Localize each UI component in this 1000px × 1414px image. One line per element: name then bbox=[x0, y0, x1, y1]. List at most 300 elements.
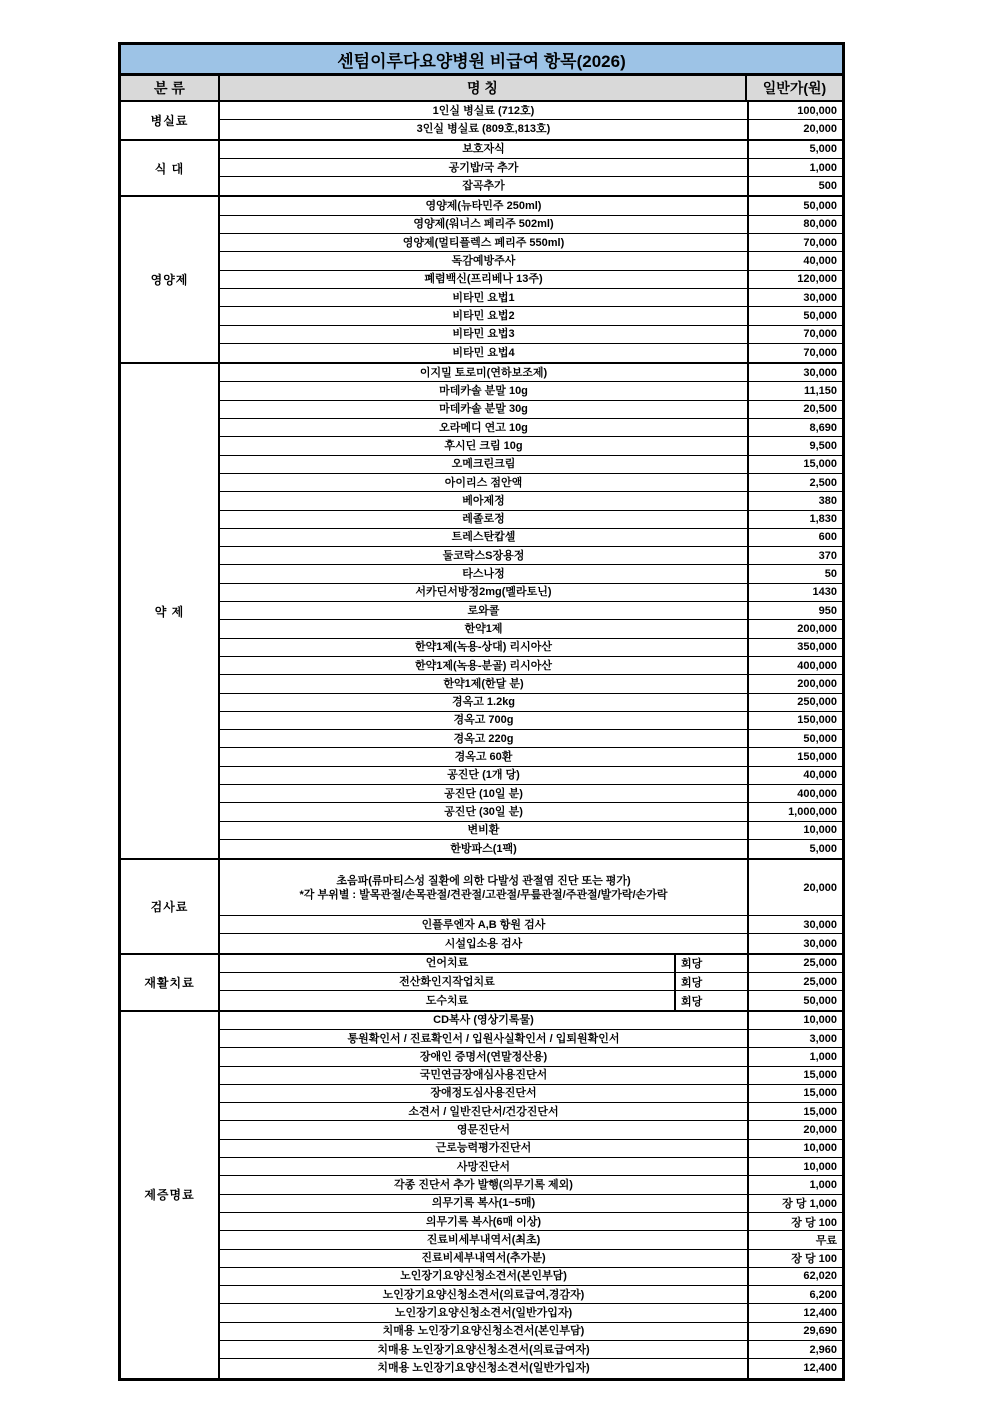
table-row bbox=[220, 785, 842, 803]
item-price: 50,000 bbox=[747, 991, 842, 1009]
item-name bbox=[220, 712, 747, 729]
item-price: 120,000 bbox=[747, 271, 842, 288]
item-name-line: 시설입소용 검사 bbox=[444, 937, 523, 950]
table-row bbox=[220, 1213, 842, 1231]
table-row bbox=[220, 511, 842, 529]
item-name-line: 영양제(뉴타민주 250ml) bbox=[425, 200, 542, 213]
item-price: 100,000 bbox=[747, 102, 842, 119]
item-name-line: 타스나정 bbox=[462, 568, 505, 581]
item-name-line: 영양제(멀티플렉스 페리주 550ml) bbox=[402, 236, 565, 249]
table-row bbox=[220, 529, 842, 547]
item-price: 62,020 bbox=[747, 1268, 842, 1285]
table-row bbox=[220, 1286, 842, 1304]
table-row bbox=[220, 934, 842, 952]
item-name bbox=[220, 547, 747, 564]
item-name bbox=[220, 955, 674, 972]
item-name bbox=[220, 1213, 747, 1230]
table-row bbox=[220, 1195, 842, 1213]
item-price: 40,000 bbox=[747, 767, 842, 784]
table-row bbox=[220, 748, 842, 766]
table-row bbox=[220, 344, 842, 362]
item-price: 1,830 bbox=[747, 511, 842, 528]
item-price: 380 bbox=[747, 492, 842, 509]
table-section-0 bbox=[121, 102, 842, 141]
column-header-price: 일반가(원) bbox=[762, 80, 827, 96]
table-row bbox=[220, 1048, 842, 1066]
table-row bbox=[220, 401, 842, 419]
table-row bbox=[220, 252, 842, 270]
item-name bbox=[220, 437, 747, 454]
item-name bbox=[220, 1140, 747, 1157]
item-name bbox=[220, 511, 747, 528]
item-name-line: 경옥고 220g bbox=[453, 732, 514, 745]
item-name-line: 독감예방주사 bbox=[451, 255, 516, 268]
item-name bbox=[220, 1048, 747, 1065]
item-price: 30,000 bbox=[747, 916, 842, 933]
item-name-line: CD복사 (영상기록물) bbox=[433, 1014, 534, 1027]
item-name bbox=[220, 565, 747, 582]
table-row bbox=[220, 234, 842, 252]
table-row bbox=[220, 822, 842, 840]
item-price: 장 당 100 bbox=[747, 1213, 842, 1230]
table-row bbox=[220, 657, 842, 675]
item-price: 6,200 bbox=[747, 1286, 842, 1303]
table-row bbox=[220, 675, 842, 693]
item-price: 15,000 bbox=[747, 456, 842, 473]
item-price: 50,000 bbox=[747, 730, 842, 747]
table-row bbox=[220, 712, 842, 730]
item-name-line: 비타민 요법4 bbox=[452, 347, 515, 359]
item-name-line: 공기밥/국 추가 bbox=[448, 161, 519, 174]
table-row bbox=[220, 120, 842, 138]
item-name bbox=[220, 1286, 747, 1303]
item-name-line: 장애정도심사용진단서 bbox=[430, 1087, 537, 1100]
table-row bbox=[220, 803, 842, 821]
item-name bbox=[220, 934, 747, 952]
item-name-line: 둘코락스S장용정 bbox=[442, 549, 525, 562]
item-name-line: 치매용 노인장기요양신청소견서(본인부담) bbox=[382, 1325, 585, 1338]
item-price: 30,000 bbox=[747, 289, 842, 306]
item-name bbox=[220, 474, 747, 491]
item-name bbox=[220, 803, 747, 820]
item-name bbox=[220, 1103, 747, 1120]
table-row bbox=[220, 1012, 842, 1030]
table-row bbox=[220, 1359, 842, 1377]
item-price: 40,000 bbox=[747, 252, 842, 269]
item-price: 25,000 bbox=[747, 955, 842, 972]
item-name-line: 경옥고 700g bbox=[453, 714, 514, 727]
column-header-category: 분 류 bbox=[121, 76, 220, 100]
table-row bbox=[220, 1304, 842, 1322]
item-name bbox=[220, 840, 747, 858]
item-name-line: 오메크린크림 bbox=[451, 458, 516, 471]
table-row bbox=[220, 1176, 842, 1194]
table-row bbox=[220, 694, 842, 712]
section-items bbox=[220, 860, 842, 953]
item-name-line: 비타민 요법1 bbox=[452, 291, 515, 304]
section-items bbox=[220, 1012, 842, 1378]
item-price: 20,000 bbox=[747, 120, 842, 138]
table-row bbox=[220, 1140, 842, 1158]
item-name bbox=[220, 675, 747, 692]
item-name-line: 오라메디 연고 10g bbox=[439, 421, 528, 434]
item-name bbox=[220, 584, 747, 601]
item-name-line: 인플루엔자 A,B 항원 검사 bbox=[421, 918, 546, 931]
table-row bbox=[220, 991, 842, 1009]
item-name-line: 3인실 병실료 (809호,813호) bbox=[416, 123, 551, 136]
item-name-line: 소견서 / 일반진단서/건강진단서 bbox=[408, 1105, 559, 1118]
item-name-line: 경옥고 1.2kg bbox=[451, 696, 516, 709]
item-name bbox=[220, 1158, 747, 1175]
item-price: 200,000 bbox=[747, 675, 842, 692]
table-row bbox=[220, 216, 842, 234]
table-row bbox=[220, 1341, 842, 1359]
item-name-line: 언어치료 bbox=[425, 957, 469, 970]
table-row bbox=[220, 602, 842, 620]
item-name bbox=[220, 419, 747, 436]
item-name-line: 국민연금장애심사용진단서 bbox=[419, 1069, 548, 1082]
table-row bbox=[220, 916, 842, 934]
section-items bbox=[220, 364, 842, 858]
item-name-line: 의무기록 복사(6매 이상) bbox=[425, 1215, 542, 1228]
item-name bbox=[220, 307, 747, 324]
table-section-6 bbox=[121, 1012, 842, 1378]
item-name-line: 장애인 증명서(연말정산용) bbox=[419, 1050, 548, 1063]
item-price: 1,000 bbox=[747, 1176, 842, 1193]
item-price: 200,000 bbox=[747, 620, 842, 637]
item-price: 400,000 bbox=[747, 657, 842, 674]
item-name-line: 이지밀 토로미(연하보조제) bbox=[419, 366, 548, 379]
item-name bbox=[220, 1085, 747, 1102]
item-name bbox=[220, 730, 747, 747]
item-name bbox=[220, 1250, 747, 1267]
table-row bbox=[220, 620, 842, 638]
item-name bbox=[220, 620, 747, 637]
item-name-line: 영문진단서 bbox=[456, 1124, 511, 1137]
category-cell: 재활치료 bbox=[121, 955, 220, 1010]
item-price: 29,690 bbox=[747, 1323, 842, 1340]
column-header-name: 명 칭 bbox=[220, 76, 747, 100]
item-price: 20,500 bbox=[747, 401, 842, 418]
item-name-line: 도수치료 bbox=[425, 994, 469, 1007]
item-name-line: 한방파스(1팩) bbox=[450, 843, 517, 856]
item-name-line: 사망진단서 bbox=[456, 1160, 511, 1173]
item-name bbox=[220, 364, 747, 381]
item-price: 12,400 bbox=[747, 1359, 842, 1377]
table-row bbox=[220, 1030, 842, 1048]
table-row bbox=[220, 307, 842, 325]
item-price: 9,500 bbox=[747, 437, 842, 454]
item-price: 1,000 bbox=[747, 1048, 842, 1065]
item-name-line: 아이리스 점안액 bbox=[444, 476, 523, 489]
item-name bbox=[220, 326, 747, 343]
item-name-line: 트레스탄캅셀 bbox=[451, 531, 516, 544]
item-price: 80,000 bbox=[747, 216, 842, 233]
item-price: 11,150 bbox=[747, 382, 842, 399]
item-name-line: 마데카솔 분말 30g bbox=[439, 403, 528, 416]
item-price: 10,000 bbox=[747, 822, 842, 839]
item-name bbox=[220, 1176, 747, 1193]
item-name-line: 한약1제 bbox=[464, 622, 503, 635]
item-price: 10,000 bbox=[747, 1012, 842, 1029]
item-name bbox=[220, 767, 747, 784]
table-row bbox=[220, 1121, 842, 1139]
table-row bbox=[220, 492, 842, 510]
table-row bbox=[220, 767, 842, 785]
item-price: 50 bbox=[747, 565, 842, 582]
table-row bbox=[220, 1231, 842, 1249]
item-name-line: 치매용 노인장기요양신청소견서(일반가입자) bbox=[377, 1362, 590, 1375]
item-price: 무료 bbox=[747, 1231, 842, 1248]
item-price: 500 bbox=[747, 177, 842, 195]
section-items bbox=[220, 102, 842, 139]
item-price: 70,000 bbox=[747, 234, 842, 251]
table-row bbox=[220, 840, 842, 858]
item-name bbox=[220, 197, 747, 214]
item-name bbox=[220, 1195, 747, 1212]
item-name bbox=[220, 234, 747, 251]
item-name bbox=[220, 216, 747, 233]
item-name-line2: *각 부위별 : 발목관절/손목관절/견관절/고관절/무릎관절/주관절/발가락/손가락 bbox=[299, 888, 668, 901]
item-price: 15,000 bbox=[747, 1103, 842, 1120]
item-name-line: 공진단 (10일 분) bbox=[444, 787, 523, 800]
table-row bbox=[220, 860, 842, 916]
table-section-4 bbox=[121, 860, 842, 955]
item-price: 50,000 bbox=[747, 307, 842, 324]
item-price: 70,000 bbox=[747, 344, 842, 362]
item-name-line: 전산화인지작업치료 bbox=[399, 975, 495, 988]
table-row bbox=[220, 1067, 842, 1085]
table-row bbox=[220, 955, 842, 973]
table-row bbox=[220, 159, 842, 177]
item-price: 150,000 bbox=[747, 712, 842, 729]
table-row bbox=[220, 584, 842, 602]
item-name bbox=[220, 529, 747, 546]
fee-table bbox=[118, 42, 845, 1381]
item-name bbox=[220, 973, 674, 990]
item-name-line: 마데카솔 분말 10g bbox=[439, 385, 528, 398]
item-name-line: 서카딘서방정2mg(멜라토닌) bbox=[415, 586, 552, 599]
item-name-line: 진료비세부내역서(추가분) bbox=[421, 1252, 546, 1265]
item-name-line: 의무기록 복사(1~5매) bbox=[431, 1197, 536, 1210]
item-name bbox=[220, 694, 747, 711]
item-name bbox=[220, 456, 747, 473]
item-name bbox=[220, 822, 747, 839]
item-name-line: 변비환 bbox=[467, 824, 500, 837]
section-items bbox=[220, 197, 842, 362]
item-price: 25,000 bbox=[747, 973, 842, 990]
item-name bbox=[220, 1030, 747, 1047]
table-row bbox=[220, 382, 842, 400]
item-price: 370 bbox=[747, 547, 842, 564]
item-price: 1430 bbox=[747, 584, 842, 601]
table-row bbox=[220, 289, 842, 307]
item-name-line: 노인장기요양신청소견서(일반가입자) bbox=[394, 1307, 573, 1320]
item-price: 2,960 bbox=[747, 1341, 842, 1358]
table-row bbox=[220, 1085, 842, 1103]
item-name-line: 한약1제(녹용-상대) 리시아산 bbox=[414, 641, 553, 654]
table-row bbox=[220, 565, 842, 583]
item-price: 20,000 bbox=[747, 1121, 842, 1138]
item-name bbox=[220, 860, 747, 915]
table-row bbox=[220, 973, 842, 991]
item-name bbox=[220, 916, 747, 933]
item-name bbox=[220, 785, 747, 802]
table-row bbox=[220, 547, 842, 565]
item-name-line: 한약1제(한달 분) bbox=[443, 677, 524, 690]
item-name bbox=[220, 639, 747, 656]
table-row bbox=[220, 1158, 842, 1176]
item-name-line: 치매용 노인장기요양신청소견서(의료급여자) bbox=[377, 1343, 590, 1356]
item-price: 10,000 bbox=[747, 1140, 842, 1157]
item-name-line: 통원확인서 / 진료확인서 / 입원사실확인서 / 입퇴원확인서 bbox=[347, 1032, 620, 1045]
item-name-line: 노인장기요양신청소견서(본인부담) bbox=[400, 1270, 567, 1283]
item-price: 5,000 bbox=[747, 840, 842, 858]
table-body bbox=[121, 102, 842, 1378]
section-items bbox=[220, 141, 842, 196]
item-price: 250,000 bbox=[747, 694, 842, 711]
table-row bbox=[220, 1103, 842, 1121]
item-name-line: 비타민 요법3 bbox=[452, 328, 515, 341]
item-name-line: 한약1제(녹용-분골) 리시아산 bbox=[414, 659, 553, 672]
item-price: 2,500 bbox=[747, 474, 842, 491]
item-price: 5,000 bbox=[747, 141, 842, 158]
item-name-line: 레졸로정 bbox=[462, 513, 505, 526]
item-name bbox=[220, 1341, 747, 1358]
item-name bbox=[220, 1359, 747, 1377]
item-name-line: 진료비세부내역서(최초) bbox=[426, 1233, 541, 1246]
item-name bbox=[220, 602, 747, 619]
item-price: 950 bbox=[747, 602, 842, 619]
table-row bbox=[220, 639, 842, 657]
item-name-line: 잡곡추가 bbox=[462, 180, 505, 193]
item-name bbox=[220, 289, 747, 306]
item-name bbox=[220, 159, 747, 176]
table-row bbox=[220, 437, 842, 455]
item-name bbox=[220, 748, 747, 765]
table-row bbox=[220, 197, 842, 215]
table-row bbox=[220, 474, 842, 492]
item-price: 8,690 bbox=[747, 419, 842, 436]
item-price: 12,400 bbox=[747, 1304, 842, 1321]
item-name bbox=[220, 120, 747, 138]
item-name bbox=[220, 1067, 747, 1084]
item-name bbox=[220, 1323, 747, 1340]
table-section-3 bbox=[121, 364, 842, 860]
item-name bbox=[220, 401, 747, 418]
item-name-line: 공진단 (30일 분) bbox=[444, 805, 523, 818]
unit-cell: 회당 bbox=[674, 991, 747, 1009]
category-cell: 식 대 bbox=[121, 141, 220, 196]
item-price: 15,000 bbox=[747, 1067, 842, 1084]
table-row bbox=[220, 271, 842, 289]
item-name-line: 각종 진단서 추가 발행(의무기록 제외) bbox=[394, 1178, 573, 1191]
item-price: 10,000 bbox=[747, 1158, 842, 1175]
table-row bbox=[220, 1250, 842, 1268]
item-name bbox=[220, 1012, 747, 1029]
item-price: 30,000 bbox=[747, 934, 842, 952]
table-row bbox=[220, 730, 842, 748]
item-price: 150,000 bbox=[747, 748, 842, 765]
item-name bbox=[220, 991, 674, 1009]
item-name bbox=[220, 141, 747, 158]
unit-cell: 회당 bbox=[674, 955, 747, 972]
section-items bbox=[220, 955, 842, 1010]
item-name-line: 경옥고 60환 bbox=[454, 751, 513, 764]
table-section-2 bbox=[121, 197, 842, 364]
item-price: 3,000 bbox=[747, 1030, 842, 1047]
item-name bbox=[220, 177, 747, 195]
item-name bbox=[220, 1231, 747, 1248]
item-name-line: 폐렴백신(프리베나 13주) bbox=[424, 273, 543, 286]
item-price: 400,000 bbox=[747, 785, 842, 802]
item-name-line: 베아제정 bbox=[462, 494, 505, 507]
item-name bbox=[220, 1304, 747, 1321]
table-row bbox=[220, 141, 842, 159]
item-name-line: 공진단 (1개 당) bbox=[447, 769, 520, 782]
item-name-line: 비타민 요법2 bbox=[452, 309, 515, 322]
table-row bbox=[220, 419, 842, 437]
item-price: 장 당 100 bbox=[747, 1250, 842, 1267]
category-cell: 병실료 bbox=[121, 102, 220, 139]
table-row bbox=[220, 177, 842, 195]
item-name-line: 노인장기요양신청소견서(의료급여,경감자) bbox=[382, 1288, 585, 1301]
table-row bbox=[220, 364, 842, 382]
category-cell: 약 제 bbox=[121, 364, 220, 858]
item-price: 50,000 bbox=[747, 197, 842, 214]
item-name-line: 로와콜 bbox=[467, 604, 500, 617]
table-row bbox=[220, 1323, 842, 1341]
item-name-line: 영양제(워너스 페리주 502ml) bbox=[413, 218, 554, 231]
table-header-row bbox=[121, 76, 842, 102]
table-row bbox=[220, 102, 842, 120]
item-price: 30,000 bbox=[747, 364, 842, 381]
item-price: 20,000 bbox=[747, 860, 842, 915]
item-name bbox=[220, 102, 747, 119]
item-name-line: 1인실 병실료 (712호) bbox=[432, 104, 535, 117]
item-price: 600 bbox=[747, 529, 842, 546]
item-name bbox=[220, 1268, 747, 1285]
table-section-1 bbox=[121, 141, 842, 198]
category-cell: 제증명료 bbox=[121, 1012, 220, 1378]
item-name-line: 보호자식 bbox=[462, 143, 505, 156]
unit-cell: 회당 bbox=[674, 973, 747, 990]
item-price: 15,000 bbox=[747, 1085, 842, 1102]
item-name-line: 초음파(류마티스성 질환에 의한 다발성 관절염 진단 또는 평가) bbox=[336, 874, 631, 887]
item-price: 70,000 bbox=[747, 326, 842, 343]
item-name bbox=[220, 344, 747, 362]
document-title: 센텀이루다요양병원 비급여 항목(2026) bbox=[121, 45, 842, 76]
item-price: 장 당 1,000 bbox=[747, 1195, 842, 1212]
table-section-5 bbox=[121, 955, 842, 1012]
item-name-line: 근로능력평가진단서 bbox=[435, 1142, 532, 1155]
item-name bbox=[220, 271, 747, 288]
category-cell: 검사료 bbox=[121, 860, 220, 953]
item-name bbox=[220, 657, 747, 674]
table-row bbox=[220, 326, 842, 344]
item-name bbox=[220, 382, 747, 399]
item-name bbox=[220, 252, 747, 269]
table-row bbox=[220, 456, 842, 474]
category-cell: 영양제 bbox=[121, 197, 220, 362]
table-row bbox=[220, 1268, 842, 1286]
item-name bbox=[220, 1121, 747, 1138]
item-name bbox=[220, 492, 747, 509]
item-price: 1,000,000 bbox=[747, 803, 842, 820]
item-price: 1,000 bbox=[747, 159, 842, 176]
item-name-line: 후시딘 크림 10g bbox=[444, 439, 523, 452]
item-price: 350,000 bbox=[747, 639, 842, 656]
